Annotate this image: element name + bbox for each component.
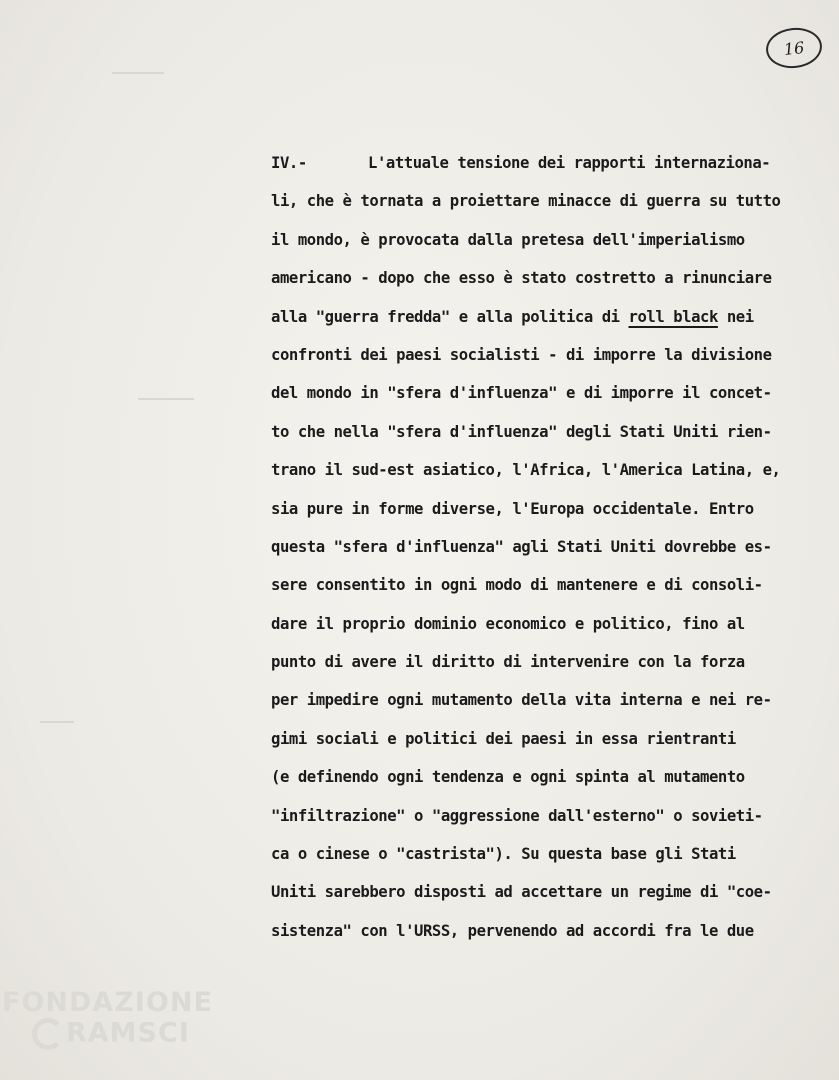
text-segment: alla "guerra fredda" e alla politica di xyxy=(271,307,629,326)
text-line: del mondo in "sfera d'influenza" e di imporre il concet- xyxy=(271,384,772,403)
text-line: (e definendo ogni tendenza e ogni spinta al mutamento xyxy=(271,768,745,787)
watermark-line-1: FONDAZIONE xyxy=(2,987,213,1018)
page-number-circle xyxy=(764,25,824,71)
text-line: trano il sud-est asiatico, l'Africa, l'America Latina, e, xyxy=(271,461,781,480)
scan-mark xyxy=(112,72,164,74)
watermark-logo xyxy=(2,988,213,1050)
text-line: L'attuale tensione dei rapporti internaziona- xyxy=(368,154,771,172)
watermark-line-2: RAMSCI xyxy=(66,1017,190,1049)
text-line: "infiltrazione" o "aggressione dall'esterno" o sovieti- xyxy=(271,806,763,825)
text-line: dare il proprio dominio economico e politico, fino al xyxy=(271,614,745,633)
underlined-phrase: roll black xyxy=(628,307,718,326)
text-line: sistenza" con l'URSS, pervenendo ad accordi fra le due xyxy=(271,921,754,940)
text-line: ca o cinese o "castrista"). Su questa base gli Stati xyxy=(271,845,736,864)
text-line: Uniti sarebbero disposti ad accettare un regime di "coe- xyxy=(271,883,772,902)
text-line: il mondo, è provocata dalla pretesa dell'imperialismo xyxy=(271,230,745,249)
g-logo-icon xyxy=(32,1018,64,1050)
scan-mark xyxy=(40,721,74,723)
text-line: confronti dei paesi socialisti - di imporre la divisione xyxy=(271,345,772,364)
text-line: li, che è tornata a proiettare minacce di guerra su tutto xyxy=(271,192,781,211)
section-label: IV.- xyxy=(271,154,307,172)
scan-mark xyxy=(138,398,194,400)
text-line: questa "sfera d'influenza" agli Stati Uniti dovrebbe es- xyxy=(271,537,772,556)
text-line: sere consentito in ogni modo di mantenere e di consoli- xyxy=(271,576,763,595)
text-line: punto di avere il diritto di intervenire con la forza xyxy=(271,653,745,672)
text-line: americano - dopo che esso è stato costretto a rinunciare xyxy=(271,269,772,288)
text-line: to che nella "sfera d'influenza" degli Stati Uniti rien- xyxy=(271,422,772,441)
text-line: sia pure in forme diverse, l'Europa occidentale. Entro xyxy=(271,499,754,518)
page-number: 16 xyxy=(782,37,806,59)
text-segment: nei xyxy=(717,307,754,326)
text-line-with-underline xyxy=(271,298,839,336)
text-line: per impedire ogni mutamento della vita interna e nei re- xyxy=(271,691,772,710)
body-text xyxy=(271,144,839,950)
text-line: gimi sociali e politici dei paesi in essa rientranti xyxy=(271,729,736,748)
